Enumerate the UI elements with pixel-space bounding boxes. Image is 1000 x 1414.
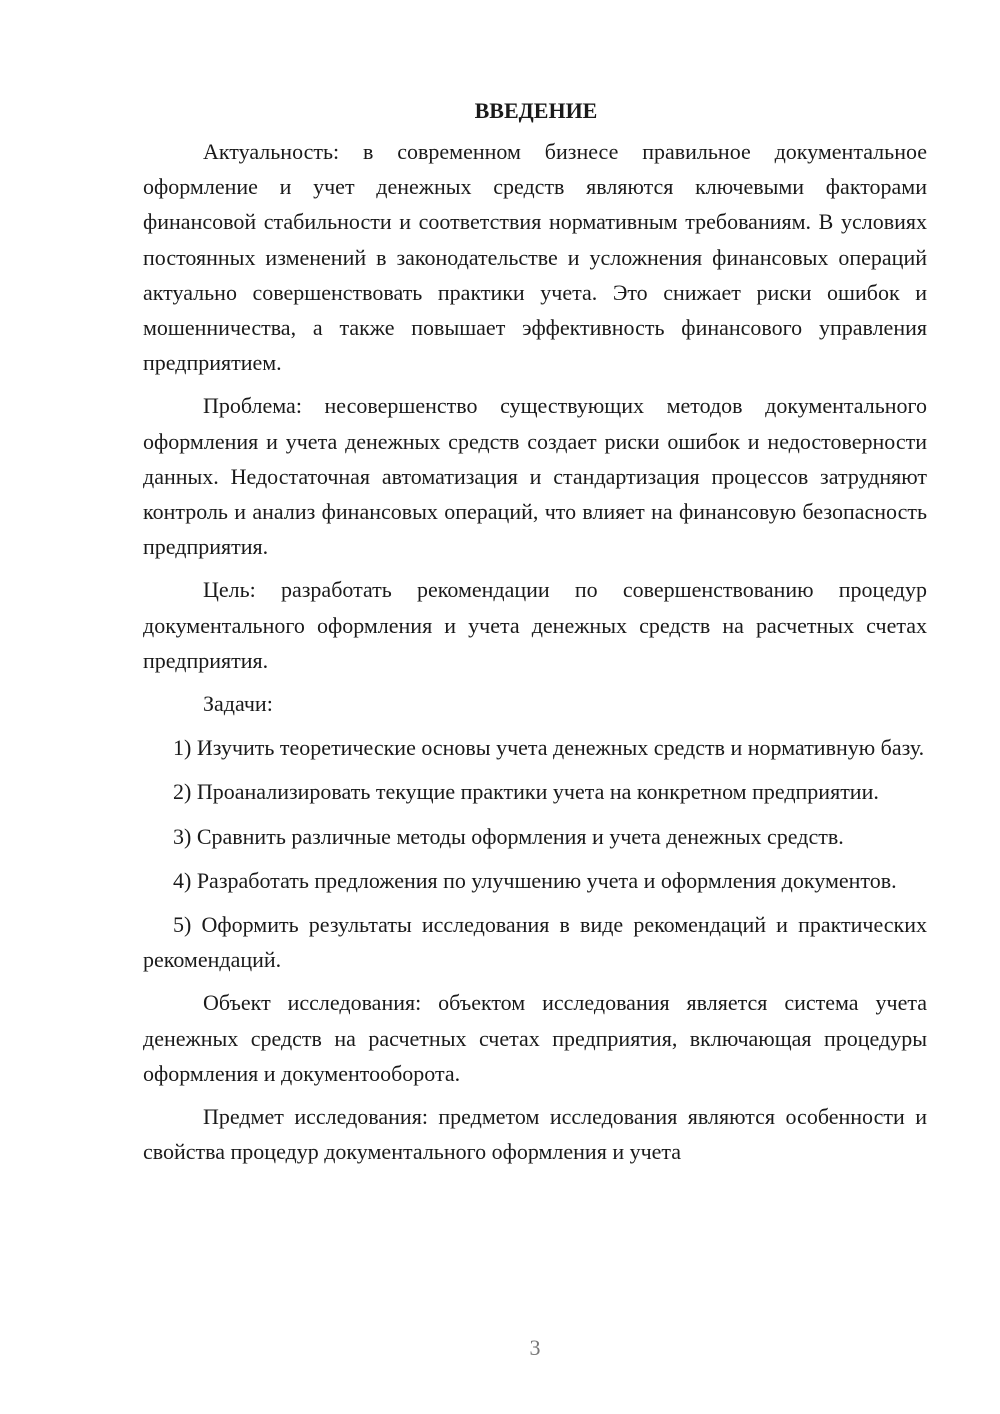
- paragraph-tasks-heading: Задачи:: [203, 691, 273, 717]
- paragraph-object: Объект исследования: объектом исследования является система учета денежных средств на расчетных счетах предприятия, включающая процедуры оформления и документооборота.: [143, 990, 927, 1086]
- page-number: 3: [529, 1335, 541, 1360]
- task-item-1: 1) Изучить теоретические основы учета денежных средств и нормативную базу.: [173, 735, 925, 761]
- paragraph-problem: Проблема: несовершенство существующих методов документального оформления и учета денежных средств создает риски ошибок и недостоверности данных. Недостаточная автоматизация и стандартизация процессов затрудняют контроль и анализ финансовых операций, что влияет на финансовую безопасность предприятия.: [143, 393, 927, 560]
- task-item-2: 2) Проанализировать текущие практики учета на конкретном предприятии.: [173, 779, 879, 805]
- paragraph-relevance: Актуальность: в современном бизнесе правильное документальное оформление и учет денежных средств являются ключевыми факторами финансовой стабильности и соответствия нормативным требованиям. В условиях постоянных изменений в законодательстве и усложнения финансовых операций актуально совершенствовать практики учета. Это снижает риски ошибок и мошенничества, а также повышает эффективность финансового управления предприятием.: [143, 139, 927, 376]
- paragraph-subject: Предмет исследования: предметом исследования являются особенности и свойства процедур документального оформления и учета: [143, 1104, 927, 1165]
- task-item-3: 3) Сравнить различные методы оформления и учета денежных средств.: [173, 823, 844, 849]
- paragraph-goal: Цель: разработать рекомендации по совершенствованию процедур документального оформления и учета денежных средств на расчетных счетах предприятия.: [143, 577, 927, 673]
- task-item-4: 4) Разработать предложения по улучшению учета и оформления документов.: [173, 867, 897, 893]
- task-item-5: 5) Оформить результаты исследования в виде рекомендаций и практических рекомендаций.: [143, 912, 927, 973]
- section-title: ВВЕДЕНИЕ: [474, 98, 598, 123]
- page-content: [143, 97, 927, 1169]
